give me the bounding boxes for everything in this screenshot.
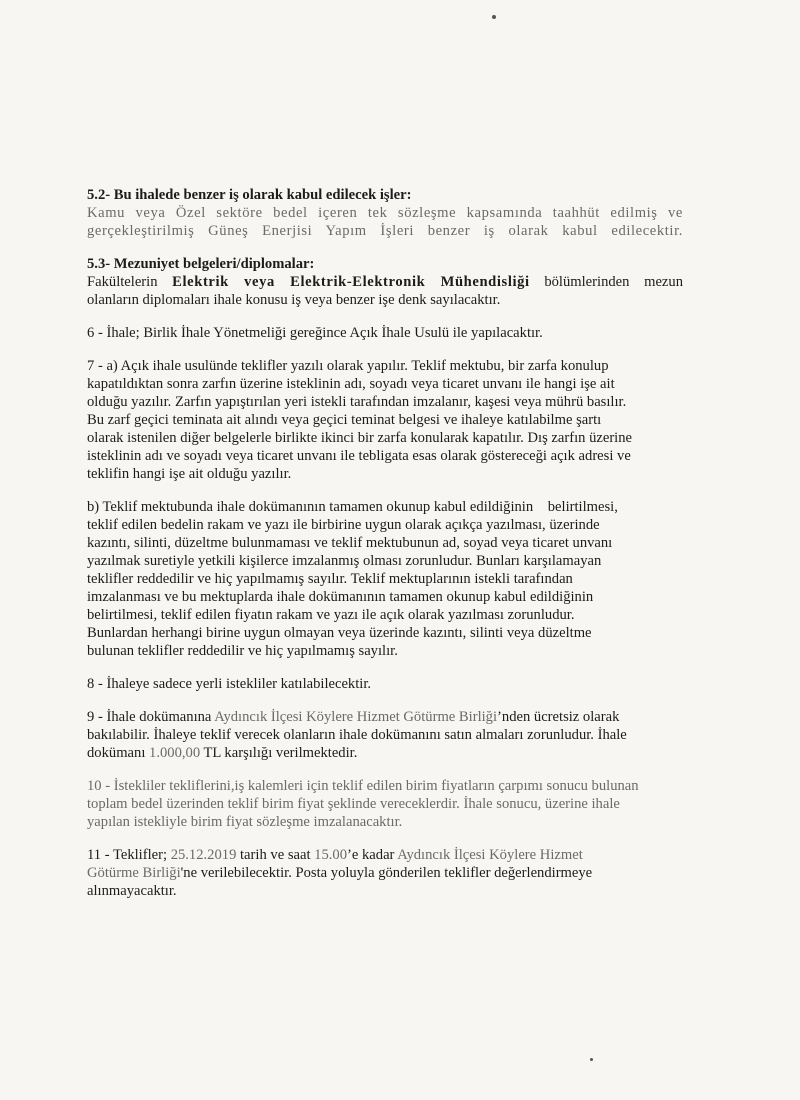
paragraph-10-line: yapılan istekliyle birim fiyat sözleşme imzalanacaktır. — [87, 814, 403, 830]
section-5-2-heading: 5.2- Bu ihalede benzer iş olarak kabul edilecek işler: — [87, 187, 412, 203]
paragraph-8: 8 - İhaleye sadece yerli istekliler katılabilecektir. — [87, 676, 372, 692]
paragraph-10-line: 10 - İstekliler tekliflerini,iş kalemleri için teklif edilen birim fiyatların çarpımı sonucu bulunan — [87, 778, 639, 794]
paragraph-7a — [87, 357, 683, 483]
section-5-3-departments: Elektrik veya Elektrik-Elektronik Mühendisliği — [172, 274, 530, 290]
paragraph-7a-line: olduğu yazılır. Zarfın yapıştırılan yeri istekli tarafından imzalanır, kaşesi veya mührü basılır. — [87, 394, 627, 410]
section-5-3-line-1 — [87, 273, 683, 291]
section-5-3-line-2: olanların diplomaları ihale konusu iş veya benzer işe denk sayılacaktır. — [87, 292, 501, 308]
paragraph-7a-line: 7 - a) Açık ihale usulünde teklifler yazılı olarak yapılır. Teklif mektubu, bir zarfa konulup — [87, 358, 609, 374]
paragraph-11-union-name-cont: Götürme Birliği — [87, 865, 181, 881]
paragraph-7b-line: imzalanması ve bu mektuplarda ihale dokümanının tamamen okunup kabul edildiğinin — [87, 589, 594, 605]
section-5-3-pre: Fakültelerin — [87, 274, 173, 290]
paragraph-7a-line: olarak istenilen diğer belgelerle birlikte ikinci bir zarfa konularak kapatılır. Dış zarfın üzerine — [87, 430, 633, 446]
paragraph-7a-line: isteklinin adı ve soyadı veya ticaret unvanı ile tebligata esas olarak göstereceği açık adresi ve — [87, 448, 631, 464]
section-5-3-post: bölümlerinden mezun — [529, 274, 683, 290]
paragraph-11-date: 25.12.2019 — [170, 847, 237, 863]
paragraph-7b-line: belirtilmesi, teklif edilen fiyatın rakam ve yazı ile açık olarak yazılması zorunludur. — [87, 607, 575, 623]
section-5-3-heading: 5.3- Mezuniyet belgeleri/diplomalar: — [87, 256, 315, 272]
paragraph-7b-line: yazılmak suretiyle yetkili kişilerce imzalanmış olması zorunludur. Bunları karşılamayan — [87, 553, 602, 569]
paragraph-11-time: 15.00 — [314, 847, 348, 863]
paragraph-9-line-3-pre: dokümanı — [87, 745, 150, 761]
paragraph-7b-line: bulunan teklifler reddedilir ve hiç yapılmamış sayılır. — [87, 643, 398, 659]
paragraph-9-line-3 — [87, 744, 683, 762]
paragraph-9-line-1 — [87, 708, 683, 726]
paragraph-7b-line: Bunlardan herhangi birine uygun olmayan veya üzerinde kazıntı, silinti veya düzeltme — [87, 625, 592, 641]
section-5-2-line-2: gerçekleştirilmiş Güneş Enerjisi Yapım İşleri benzer iş olarak kabul edilecektir. — [87, 223, 683, 239]
section-5-2-line-1: Kamu veya Özel sektöre bedel içeren tek sözleşme kapsamında taahhüt edilmiş ve — [87, 205, 683, 221]
paragraph-9-union-name: Aydıncık İlçesi Köylere Hizmet Götürme Birliği — [214, 709, 498, 725]
paragraph-9-price: 1.000,00 — [149, 745, 201, 761]
paragraph-9-line-2: bakılabilir. İhaleye teklif verecek olanların ihale dokümanını satın almaları zorunludur. İhale — [87, 727, 627, 743]
paragraph-11-line-3: alınmayacaktır. — [87, 883, 177, 899]
document-body — [87, 186, 683, 900]
paragraph-11-line-2-post: 'ne verilebilecektir. Posta yoluyla gönderilen teklifler değerlendirmeye — [180, 865, 593, 881]
paragraph-7a-line: Bu zarf geçici teminata ait alındı veya geçici teminat belgesi ve ihaleye katılabilme şartı — [87, 412, 602, 428]
paragraph-7a-line: kapatıldıktan sonra zarfın üzerine isteklinin adı, soyadı veya ticaret unvanı ile hangi işe ait — [87, 376, 615, 392]
paragraph-11-mid2: ’e kadar — [347, 847, 398, 863]
paragraph-9-pre: 9 - İhale dokümanına — [87, 709, 215, 725]
paragraph-11-pre: 11 - Teklifler; — [87, 847, 171, 863]
paragraph-11-line-1 — [87, 846, 683, 864]
scan-mark-bottom — [590, 1058, 593, 1061]
paragraph-10-line: toplam bedel üzerinden teklif birim fiyat şeklinde vereceklerdir. İhale sonucu, üzerine ihale — [87, 796, 620, 812]
paragraph-9 — [87, 708, 683, 762]
paragraph-7a-line: teklifin hangi işe ait olduğu yazılır. — [87, 466, 292, 482]
paragraph-7b — [87, 498, 683, 660]
paragraph-7b-line: teklif edilen bedelin rakam ve yazı ile birbirine uygun olarak açıkça yazılması, üzerinde — [87, 517, 600, 533]
paragraph-6: 6 - İhale; Birlik İhale Yönetmeliği gereğince Açık İhale Usulü ile yapılacaktır. — [87, 325, 543, 341]
paragraph-9-line-3-post: TL karşılığı verilmektedir. — [200, 745, 358, 761]
scan-mark-top — [492, 15, 496, 19]
paragraph-7b-line: b) Teklif mektubunda ihale dokümanının tamamen okunup kabul edildiğinin belirtilmesi, — [87, 499, 618, 515]
paragraph-11-union-name: Aydıncık İlçesi Köylere Hizmet — [397, 847, 583, 863]
paragraph-7b-line: kazıntı, silinti, düzeltme bulunmaması ve teklif mektubunun ad, soyad veya ticaret unvanı — [87, 535, 613, 551]
paragraph-11-mid: tarih ve saat — [236, 847, 315, 863]
paragraph-10 — [87, 777, 683, 831]
paragraph-9-post: ’nden ücretsiz olarak — [497, 709, 620, 725]
paragraph-11-line-2 — [87, 864, 683, 882]
paragraph-7b-line: teklifler reddedilir ve hiç yapılmamış sayılır. Teklif mektuplarının istekli tarafından — [87, 571, 573, 587]
paragraph-11 — [87, 846, 683, 900]
